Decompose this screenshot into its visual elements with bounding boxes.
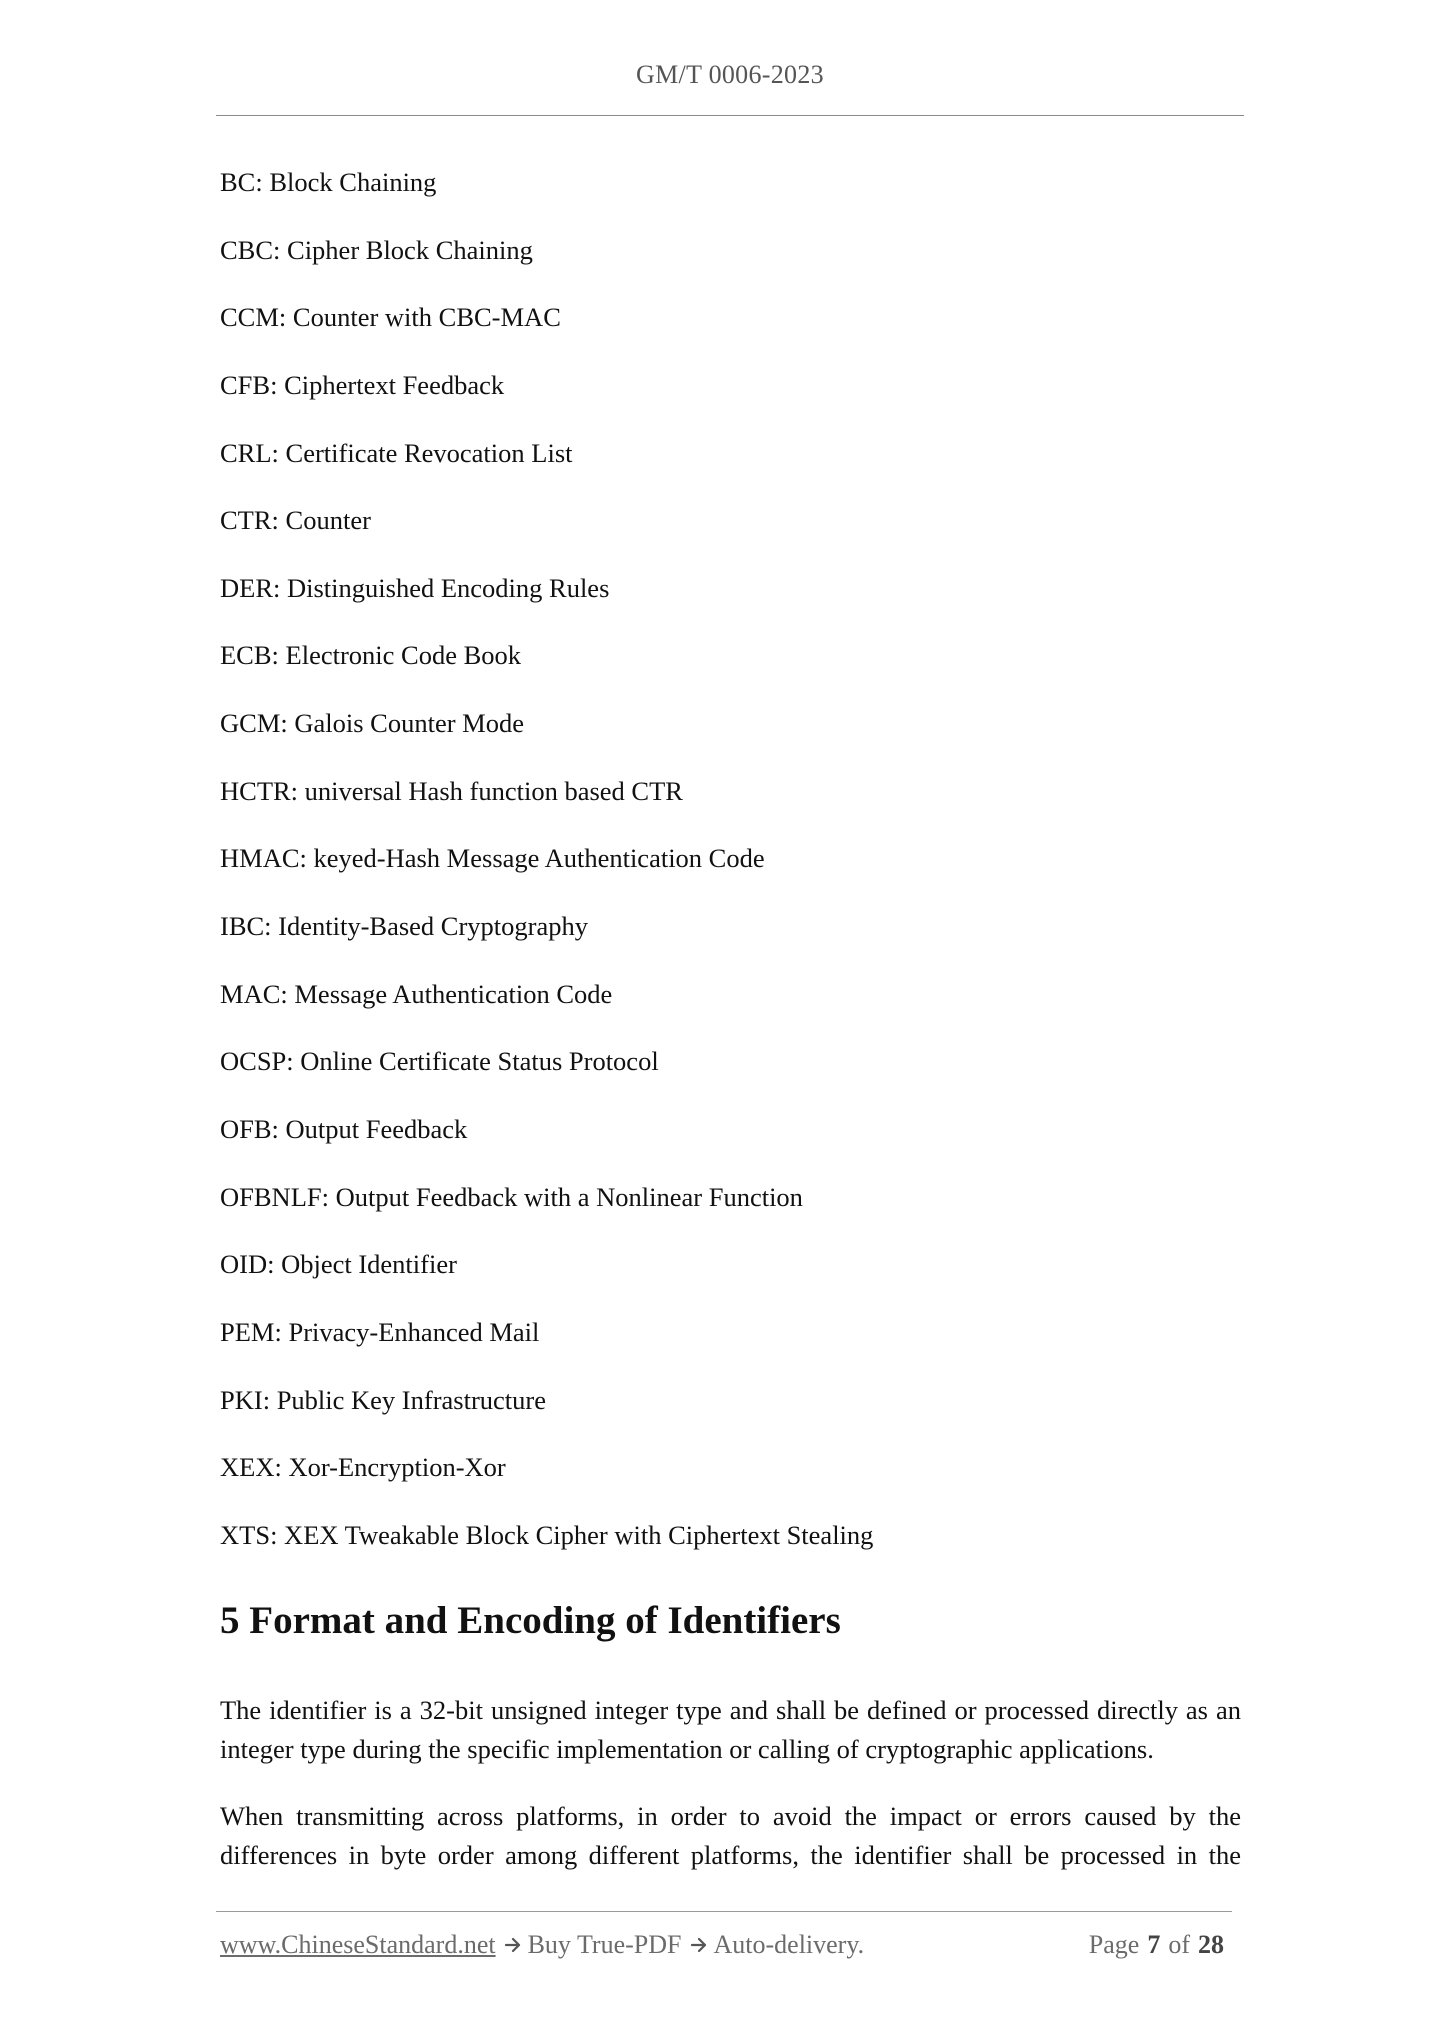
abbreviation-item: PEM: Privacy-Enhanced Mail bbox=[220, 1316, 540, 1347]
page-header: GM/T 0006-2023 bbox=[636, 60, 824, 89]
abbreviation-item: HCTR: universal Hash function based CTR bbox=[220, 775, 683, 806]
abbreviation-item: CTR: Counter bbox=[220, 505, 371, 536]
abbreviation-item: DER: Distinguished Encoding Rules bbox=[220, 572, 610, 603]
abbreviation-item: CFB: Ciphertext Feedback bbox=[220, 369, 505, 400]
body-paragraph: When transmitting across platforms, in order to avoid the impact or errors caused by the differences in byte order among different platforms, the identifier shall be processed in the bbox=[220, 1801, 1241, 1870]
page-footer bbox=[220, 1930, 1232, 1970]
abbreviation-item: CCM: Counter with CBC-MAC bbox=[220, 302, 561, 333]
section-heading: 5 Format and Encoding of Identifiers bbox=[220, 1599, 841, 1642]
header-divider bbox=[216, 115, 1244, 116]
abbreviation-item: CRL: Certificate Revocation List bbox=[220, 437, 573, 468]
abbreviation-item: ECB: Electronic Code Book bbox=[220, 640, 522, 671]
abbreviation-item: CBC: Cipher Block Chaining bbox=[220, 234, 533, 265]
abbreviation-item: IBC: Identity-Based Cryptography bbox=[220, 911, 588, 942]
abbreviation-item: PKI: Public Key Infrastructure bbox=[220, 1384, 547, 1415]
of-label: of bbox=[1168, 1930, 1190, 1959]
buy-pdf-text: Buy True-PDF bbox=[527, 1930, 682, 1959]
website-link[interactable]: www.ChineseStandard.net bbox=[220, 1930, 496, 1959]
abbreviation-item: OFBNLF: Output Feedback with a Nonlinear Function bbox=[220, 1181, 803, 1212]
footer-divider bbox=[216, 1911, 1232, 1912]
arrow-right-icon bbox=[690, 1936, 708, 1954]
footer-promo bbox=[220, 1930, 864, 1960]
page-total: 28 bbox=[1198, 1930, 1224, 1959]
abbreviation-item: OFB: Output Feedback bbox=[220, 1113, 468, 1144]
page-label: Page bbox=[1088, 1930, 1140, 1959]
page-indicator bbox=[1089, 1930, 1224, 1960]
auto-delivery-text: Auto-delivery. bbox=[713, 1930, 865, 1959]
abbreviation-item: XEX: Xor-Encryption-Xor bbox=[220, 1452, 506, 1483]
arrow-right-icon bbox=[504, 1936, 522, 1954]
body-paragraph: The identifier is a 32-bit unsigned integer type and shall be defined or processed directly as an integer type during the specific implementation or calling of cryptographic applications. bbox=[220, 1695, 1241, 1764]
abbreviation-item: XTS: XEX Tweakable Block Cipher with Ciphertext Stealing bbox=[220, 1519, 874, 1550]
abbreviation-item: BC: Block Chaining bbox=[220, 167, 437, 197]
abbreviation-item: OID: Object Identifier bbox=[220, 1249, 457, 1280]
abbreviation-item: MAC: Message Authentication Code bbox=[220, 978, 613, 1009]
abbreviation-item: OCSP: Online Certificate Status Protocol bbox=[220, 1046, 659, 1077]
abbreviation-item: GCM: Galois Counter Mode bbox=[220, 708, 524, 739]
abbreviation-list bbox=[220, 164, 1244, 1584]
page-number: 7 bbox=[1147, 1930, 1161, 1959]
abbreviation-item: HMAC: keyed-Hash Message Authentication Code bbox=[220, 843, 765, 874]
